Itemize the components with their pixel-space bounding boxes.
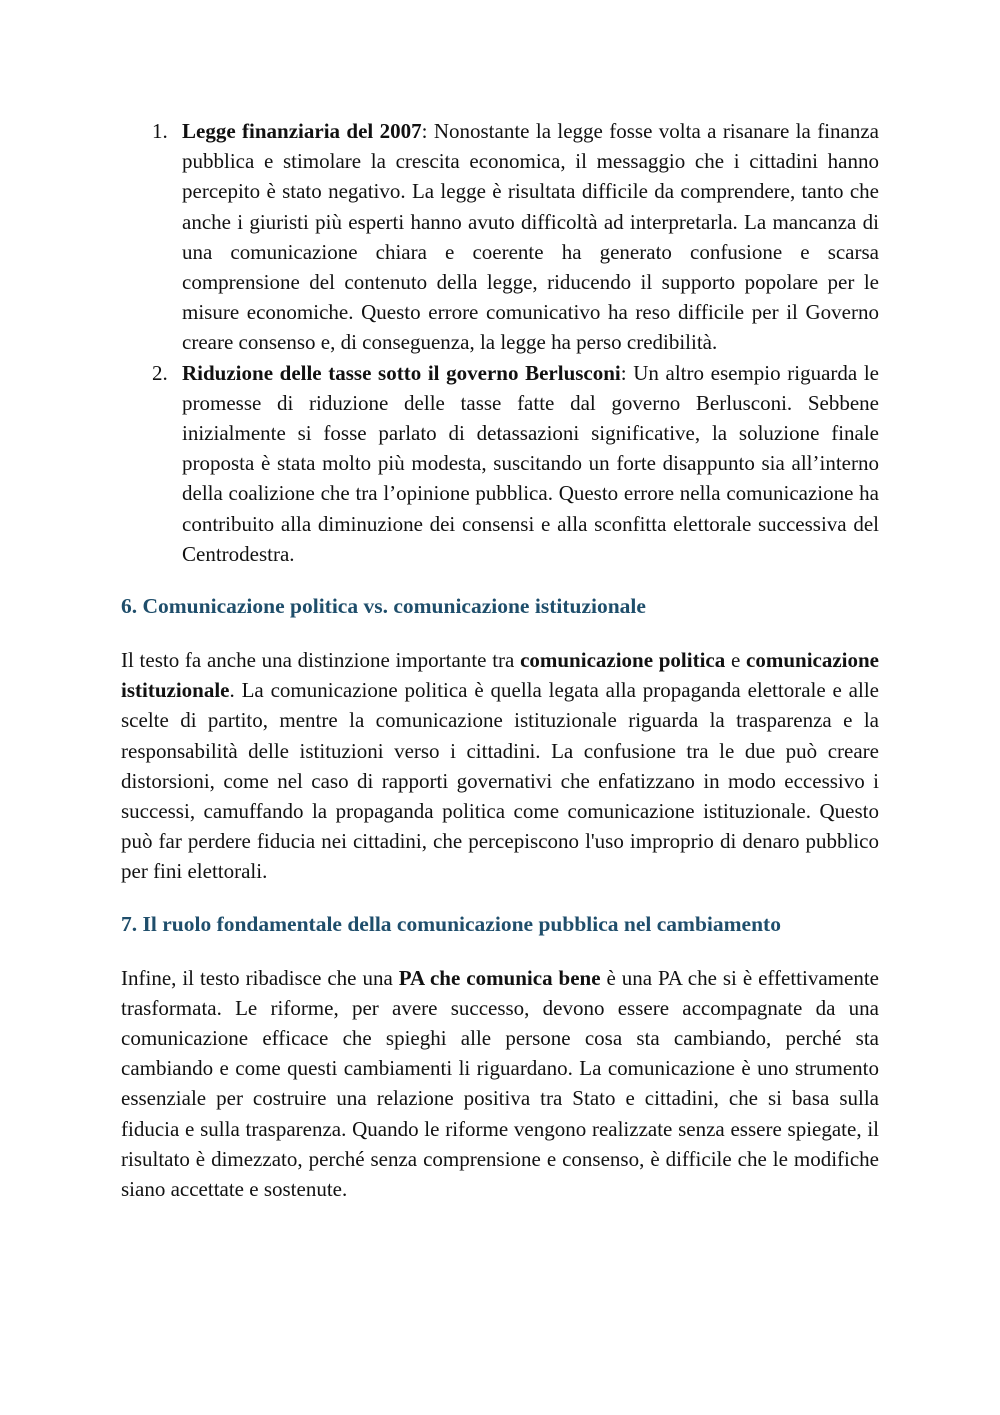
section-7-paragraph xyxy=(121,963,879,1205)
list-item-title: Riduzione delle tasse sotto il governo Berlusconi xyxy=(182,360,621,385)
section-heading-6: 6. Comunicazione politica vs. comunicazione istituzionale xyxy=(121,594,646,619)
list-item-title: Legge finanziaria del 2007 xyxy=(182,119,422,143)
list-item xyxy=(152,116,880,358)
list-marker: 1. xyxy=(152,119,168,143)
numbered-list xyxy=(121,116,879,569)
bold-term: comunicazione istituzionale xyxy=(121,648,879,703)
list-item xyxy=(152,358,879,569)
paragraph-text: Infine, il testo ribadisce che una xyxy=(121,965,399,990)
list-item-text: : Un altro esempio riguarda le promesse di riduzione delle tasse fatte dal governo Berlusconi. Sebbene inizialmente si fosse parlato di detassazioni significative, la soluzione finale proposta è stata molto più modesta, suscitando un forte disappunto sia all’interno della coalizione che tra l’opinione pubblica. Questo errore nella comunicazione ha contribuito alla diminuzione dei consensi e alla sconfitta elettorale successiva del Centrodestra. xyxy=(182,360,879,566)
section-6-paragraph xyxy=(121,645,879,887)
list-item-text: : Nonostante la legge fosse volta a risanare la finanza pubblica e stimolare la crescita economica, il messaggio che i cittadini hanno percepito è stato negativo. La legge è risultata difficile da comprendere, tanto che anche i giuristi più esperti hanno avuto difficoltà ad interpretarla. La mancanza di una comunicazione chiara e coerente ha generato confusione e scarsa comprensione del contenuto della legge, riducendo il supporto popolare per le misure economiche. Questo errore comunicativo ha reso difficile per il Governo creare consenso e, di conseguenza, la legge ha perso credibilità. xyxy=(182,119,880,355)
paragraph-text: e xyxy=(725,648,747,673)
paragraph-text: è una PA che si è effettivamente trasformata. Le riforme, per avere successo, devono essere accompagnate da una comunicazione efficace che spieghi alle persone cosa sta cambiando, perché sta cambiando e come questi cambiamenti li riguardano. La comunicazione è uno strumento essenziale per costruire una relazione positiva tra Stato e cittadini, che si basa sulla fiducia e sulla trasparenza. Quando le riforme vengono realizzate senza essere spiegate, il risultato è dimezzato, perché senza comprensione e consenso, è difficile che le modifiche siano accettate e sostenute. xyxy=(121,965,879,1202)
section-heading-7: 7. Il ruolo fondamentale della comunicazione pubblica nel cambiamento xyxy=(121,911,781,936)
bold-term: comunicazione politica xyxy=(520,648,726,673)
paragraph-text: Il testo fa anche una distinzione importante tra xyxy=(121,648,521,673)
bold-term: PA che comunica bene xyxy=(398,965,601,990)
list-marker: 2. xyxy=(152,360,168,385)
paragraph-text: . La comunicazione politica è quella legata alla propaganda elettorale e alle scelte di partito, mentre la comunicazione istituzionale riguarda la trasparenza e la responsabilità delle istituzioni verso i cittadini. La confusione tra le due può creare distorsioni, come nel caso di rapporti governativi che enfatizzano in modo eccessivo i successi, camuffando la propaganda politica come comunicazione istituzionale. Questo può far perdere fiducia nei cittadini, che percepiscono l'uso improprio di denaro pubblico per fini elettorali. xyxy=(121,678,879,884)
